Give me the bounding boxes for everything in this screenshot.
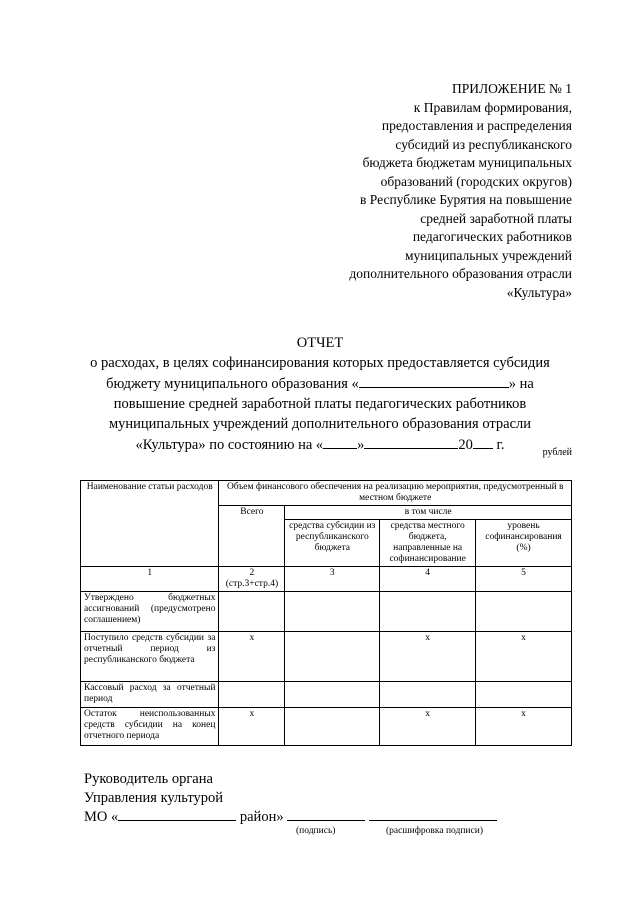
appendix-line: субсидий из республиканского (395, 136, 572, 152)
row-label: Кассовый расход за отчетный период (81, 682, 219, 708)
day-blank[interactable] (323, 434, 357, 449)
column-number: 5 (476, 567, 572, 592)
table-cell[interactable] (219, 592, 285, 632)
signature-line: Управления культурой (84, 790, 223, 806)
row-label: Поступило средств субсидии за отчетный период из республиканского бюджета (81, 632, 219, 682)
header-cofinancing-level: уровень софинансирования (%) (476, 520, 572, 567)
table-cell[interactable] (380, 682, 476, 708)
header-local-budget: средства местного бюджета, направленные на софинансирование (380, 520, 476, 567)
header-expense-item: Наименование статьи расходов (81, 481, 219, 567)
appendix-line: в Республике Бурятия на повышение (360, 192, 572, 207)
table-row (81, 682, 572, 708)
table-cell[interactable] (285, 708, 380, 746)
table-cell[interactable]: х (380, 632, 476, 682)
column-number-note: (стр.3+стр.4) (225, 579, 279, 589)
row-label: Утверждено бюджетных ассигнований (предусмотрено соглашением) (81, 592, 219, 632)
appendix-header (272, 80, 572, 302)
report-subtitle-line: о расходах, в целях софинансирования которых предоставляется субсидия (90, 355, 550, 371)
report-text: бюджету муниципального образования « (106, 376, 359, 392)
table-cell[interactable] (285, 682, 380, 708)
report-text: г. (496, 437, 505, 453)
header-financing-volume: Объем финансового обеспечения на реализацию мероприятия, предусмотренный в местном бюджете (219, 481, 572, 506)
appendix-line: дополнительного образования отрасли (349, 266, 572, 281)
table-cell[interactable]: х (476, 708, 572, 746)
signature-block (84, 770, 497, 827)
table-cell[interactable]: х (380, 708, 476, 746)
signature-line: Руководитель органа (84, 771, 213, 787)
table-cell[interactable] (285, 632, 380, 682)
table-cell[interactable] (380, 592, 476, 632)
header-total: Всего (219, 506, 285, 567)
signature-blank[interactable] (287, 808, 365, 821)
table-cell[interactable] (219, 682, 285, 708)
appendix-line: бюджета бюджетам муниципальных (362, 155, 572, 170)
report-text: » на (508, 376, 534, 392)
column-number: 3 (285, 567, 380, 592)
table-cell[interactable] (476, 682, 572, 708)
appendix-line: педагогических работников (412, 229, 572, 244)
report-subtitle-line: муниципальных учреждений дополнительного образования отрасли (108, 416, 532, 432)
table-cell[interactable]: х (219, 632, 285, 682)
report-title: ОТЧЕТ (296, 335, 344, 351)
signature-line (84, 808, 497, 827)
header-subsidy-republican: средства субсидии из республиканского бюджета (285, 520, 380, 567)
decode-caption: (расшифровка подписи) (386, 826, 483, 836)
header-including: в том числе (285, 506, 572, 520)
report-subtitle-line (60, 373, 580, 394)
appendix-line: образований (городских округов) (380, 173, 572, 189)
table-cell[interactable] (285, 592, 380, 632)
appendix-line: ПРИЛОЖЕНИЕ № 1 (451, 81, 572, 96)
report-date-line (60, 434, 580, 455)
report-subtitle-line: повышение средней заработной платы педагогических работников (113, 396, 527, 412)
table-cell[interactable] (476, 592, 572, 632)
appendix-line: предоставления и распределения (381, 118, 572, 133)
appendix-line: средней заработной платы (420, 210, 572, 226)
appendix-line: муниципальных учреждений (405, 247, 572, 263)
report-table (80, 480, 572, 746)
report-text: 20 (458, 437, 473, 453)
appendix-line: «Культура» (506, 284, 572, 300)
municipality-blank[interactable] (359, 373, 509, 388)
report-title-block (60, 333, 580, 455)
signature-caption: (подпись) (296, 826, 336, 836)
table-row (81, 708, 572, 746)
table-cell[interactable]: х (476, 632, 572, 682)
signature-text: район» (239, 809, 284, 825)
table-column-numbers-row (81, 567, 572, 592)
column-number: 4 (380, 567, 476, 592)
year-blank[interactable] (473, 434, 493, 449)
column-number (219, 567, 285, 592)
column-number-value: 2 (249, 568, 255, 578)
table-row (81, 592, 572, 632)
month-blank[interactable] (364, 434, 458, 449)
table-header-row (81, 481, 572, 506)
table-cell[interactable]: х (219, 708, 285, 746)
report-text: » (357, 437, 365, 453)
column-number: 1 (81, 567, 219, 592)
row-label: Остаток неиспользованных средств субсидии на конец отчетного периода (81, 708, 219, 746)
signature-text: МО « (84, 809, 119, 825)
name-decode-blank[interactable] (369, 808, 497, 821)
appendix-line: к Правилам формирования, (413, 99, 572, 115)
report-text: «Культура» по состоянию на « (135, 437, 324, 453)
table-row (81, 632, 572, 682)
municipality-name-blank[interactable] (118, 808, 236, 821)
currency-unit: рублей (542, 447, 572, 458)
